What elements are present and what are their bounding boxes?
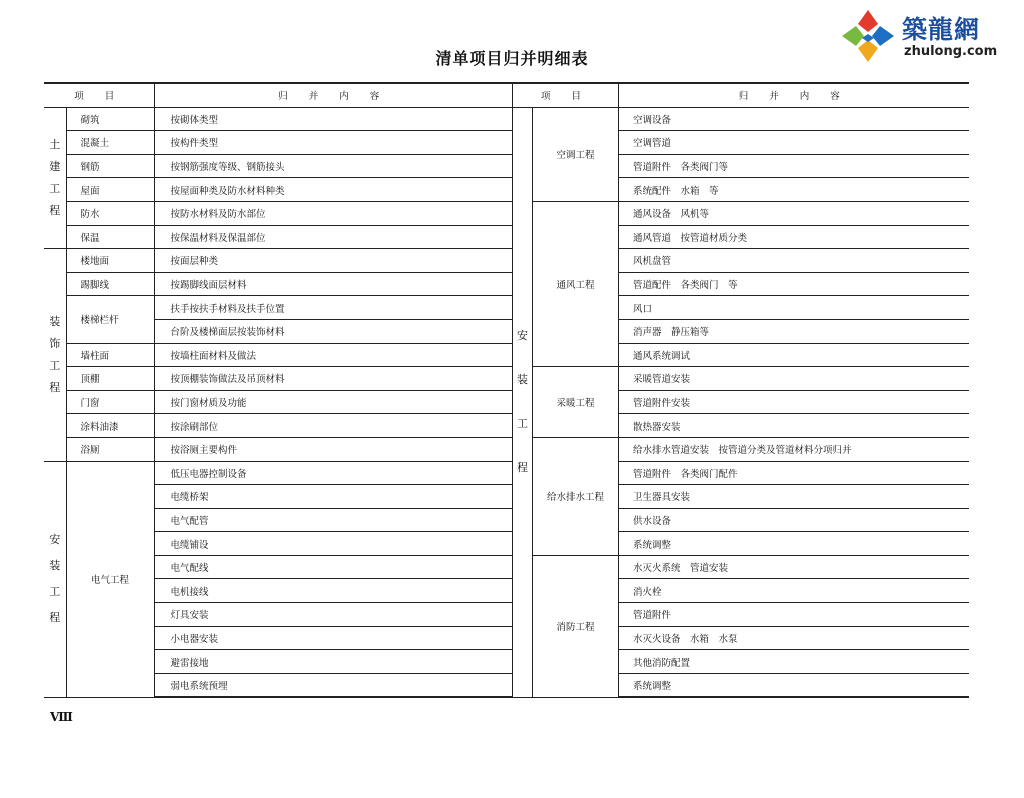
row-content: 通风系统调试: [619, 343, 969, 367]
row-content: 台阶及楼梯面层按装饰材料: [154, 319, 512, 343]
row-item: 防水: [66, 201, 154, 225]
row-content: 空调管道: [619, 131, 969, 155]
table-row: [44, 390, 512, 414]
table-header: [513, 83, 969, 107]
row-content: 系统配件 水箱 等: [619, 178, 969, 202]
header-item: 项 目: [513, 83, 619, 107]
row-content: 按门窗材质及功能: [154, 390, 512, 414]
right-table: [512, 82, 969, 698]
table-row: [44, 131, 512, 155]
row-content: 电气配管: [154, 508, 512, 532]
row-content: 其他消防配置: [619, 650, 969, 674]
row-item: 砌筑: [66, 107, 154, 131]
section-label: 土 建 工 程: [44, 107, 66, 249]
left-table: [44, 82, 512, 698]
row-content: 扶手按扶手材料及扶手位置: [154, 296, 512, 320]
row-item: 踢脚线: [66, 272, 154, 296]
row-item: 顶棚: [66, 367, 154, 391]
table-row: [44, 201, 512, 225]
row-item: 电气工程: [66, 461, 154, 697]
table-row: [44, 272, 512, 296]
table-row: [513, 555, 969, 579]
row-item: 混凝土: [66, 131, 154, 155]
row-content: 采暖管道安装: [619, 367, 969, 391]
row-content: 按砌体类型: [154, 107, 512, 131]
row-content: 电缆桥架: [154, 485, 512, 509]
row-content: 按浴厕主要构件: [154, 437, 512, 461]
group-item: 空调工程: [533, 107, 619, 201]
table-row: [44, 249, 512, 273]
row-content: 空调设备: [619, 107, 969, 131]
row-content: 电机接线: [154, 579, 512, 603]
header-content: 归 并 内 容: [154, 83, 512, 107]
row-item: 楼梯栏杆: [66, 296, 154, 343]
row-item: 浴厕: [66, 437, 154, 461]
row-content: 按构件类型: [154, 131, 512, 155]
group-item: 通风工程: [533, 201, 619, 366]
row-item: 墙柱面: [66, 343, 154, 367]
table-row: [513, 437, 969, 461]
row-content: 按面层种类: [154, 249, 512, 273]
logo-url: zhulong.com: [904, 44, 998, 59]
row-item: 涂料油漆: [66, 414, 154, 438]
row-content: 低压电器控制设备: [154, 461, 512, 485]
row-content: 消声器 静压箱等: [619, 319, 969, 343]
row-content: 按保温材料及保温部位: [154, 225, 512, 249]
table-row: [44, 343, 512, 367]
header-item: 项 目: [44, 83, 154, 107]
row-content: 管道配件 各类阀门 等: [619, 272, 969, 296]
row-content: 水灭火系统 管道安装: [619, 555, 969, 579]
table-row: [44, 367, 512, 391]
row-content: 按墙柱面材料及做法: [154, 343, 512, 367]
group-item: 采暖工程: [533, 367, 619, 438]
table-row: [44, 296, 512, 320]
row-content: 按踢脚线面层材料: [154, 272, 512, 296]
header-content: 归 并 内 容: [619, 83, 969, 107]
row-content: 水灭火设备 水箱 水泵: [619, 626, 969, 650]
row-content: 电缆铺设: [154, 532, 512, 556]
row-content: 按顶棚装饰做法及吊顶材料: [154, 367, 512, 391]
row-content: 系统调整: [619, 673, 969, 697]
row-content: 电气配线: [154, 555, 512, 579]
row-item: 钢筋: [66, 154, 154, 178]
row-content: 通风设备 风机等: [619, 201, 969, 225]
section-label: 安 装 工 程: [513, 107, 533, 697]
row-content: 管道附件 各类阀门配件: [619, 461, 969, 485]
row-content: 管道附件安装: [619, 390, 969, 414]
group-item: 消防工程: [533, 555, 619, 697]
row-content: 消火栓: [619, 579, 969, 603]
row-content: 通风管道 按管道材质分类: [619, 225, 969, 249]
table-row: [513, 107, 969, 131]
row-item: 屋面: [66, 178, 154, 202]
row-item: 保温: [66, 225, 154, 249]
row-content: 小电器安装: [154, 626, 512, 650]
row-content: 风机盘管: [619, 249, 969, 273]
row-content: 系统调整: [619, 532, 969, 556]
row-content: 按钢筋强度等级、钢筋接头: [154, 154, 512, 178]
table-row: [44, 225, 512, 249]
row-content: 按涂刷部位: [154, 414, 512, 438]
page-number: Ⅷ: [50, 710, 73, 724]
page-title: 清单项目归并明细表: [435, 49, 589, 68]
row-content: 弱电系统预埋: [154, 673, 512, 697]
table-row: [44, 437, 512, 461]
row-content: 给水排水管道安装 按管道分类及管道材料分项归并: [619, 437, 969, 461]
table-row: [44, 461, 512, 485]
row-item: 楼地面: [66, 249, 154, 273]
row-content: 散热器安装: [619, 414, 969, 438]
table-row: [44, 178, 512, 202]
section-label: 装 饰 工 程: [44, 249, 66, 461]
row-content: 风口: [619, 296, 969, 320]
table-header: [44, 83, 512, 107]
table-row: [513, 367, 969, 391]
table-row: [44, 107, 512, 131]
row-content: 供水设备: [619, 508, 969, 532]
row-content: 管道附件: [619, 603, 969, 627]
row-content: 管道附件 各类阀门等: [619, 154, 969, 178]
group-item: 给水排水工程: [533, 437, 619, 555]
logo-brand: 築龍網: [902, 15, 981, 44]
table-row: [44, 154, 512, 178]
row-content: 卫生器具安装: [619, 485, 969, 509]
row-content: 按防水材料及防水部位: [154, 201, 512, 225]
row-content: 按屋面种类及防水材料种类: [154, 178, 512, 202]
row-content: 避雷接地: [154, 650, 512, 674]
row-content: 灯具安装: [154, 603, 512, 627]
row-item: 门窗: [66, 390, 154, 414]
table-row: [44, 414, 512, 438]
table-row: [513, 201, 969, 225]
section-label: 安 装 工 程: [44, 461, 66, 697]
